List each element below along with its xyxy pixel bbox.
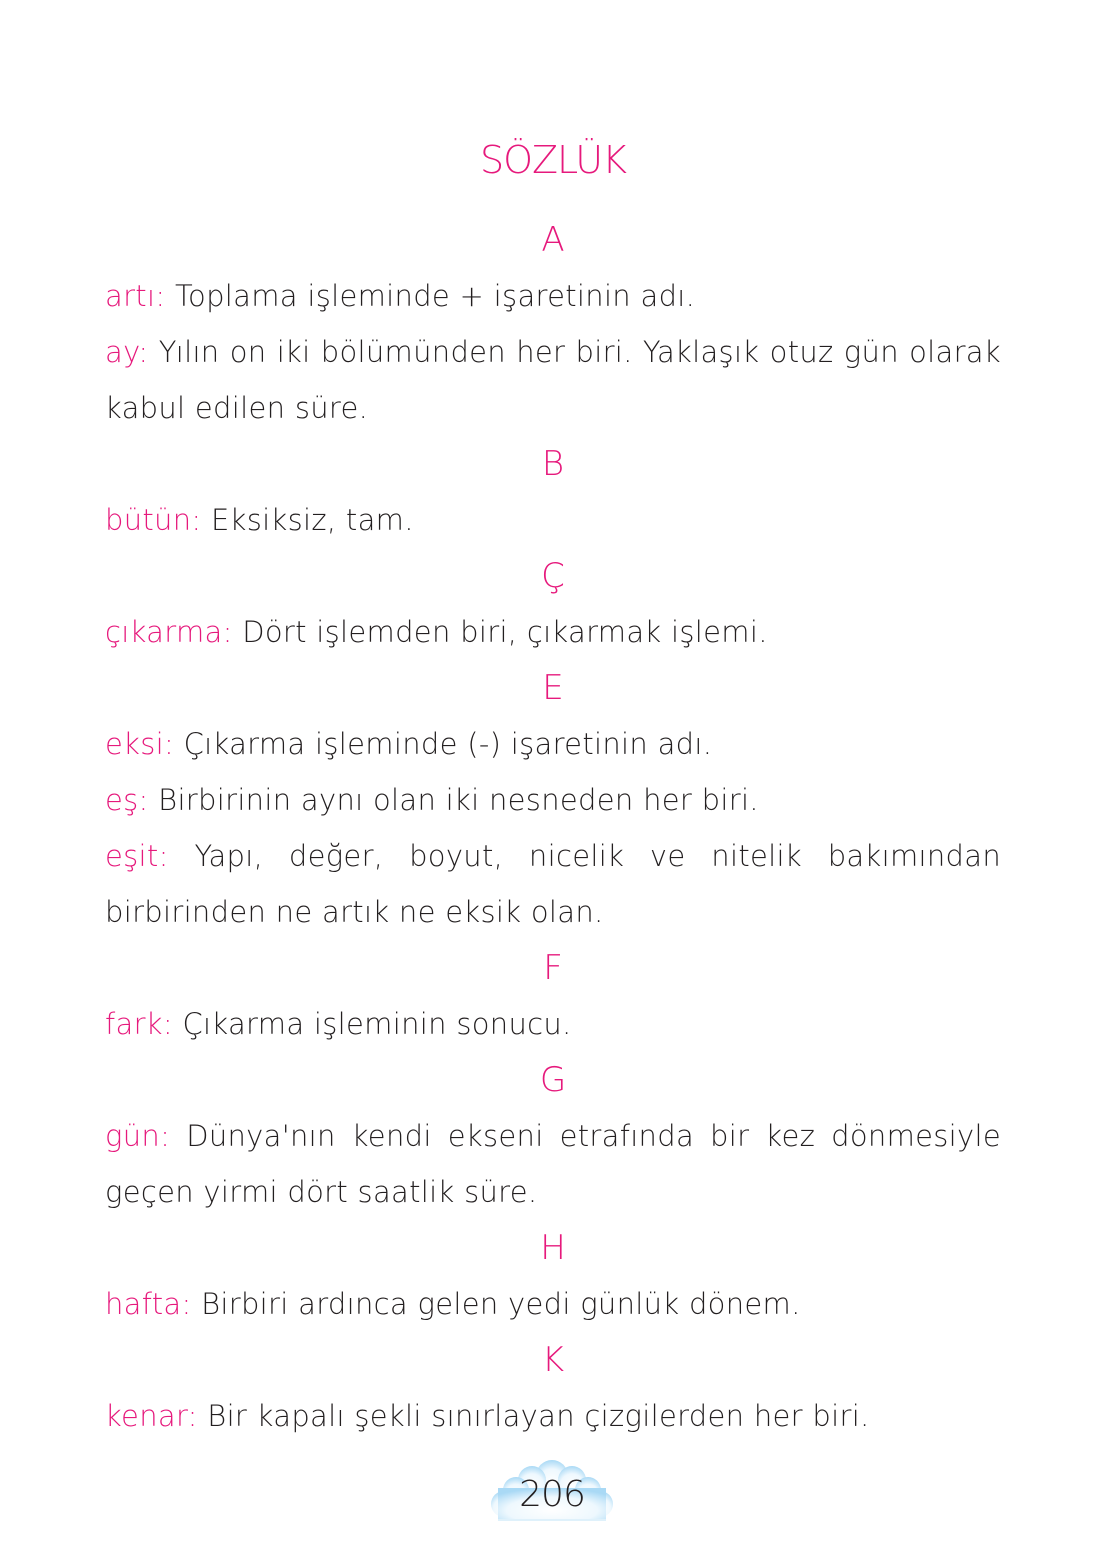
- page-title: SÖZLÜK: [479, 138, 627, 182]
- section-letter-h: H: [540, 1228, 566, 1268]
- entry-definition: Toplama işleminde + işaretinin adı.: [174, 279, 696, 313]
- section-letter-k: K: [541, 1340, 565, 1380]
- dictionary-entry: [105, 324, 1001, 436]
- entry-term: çıkarma:: [105, 615, 233, 649]
- entry-term: artı:: [105, 279, 166, 313]
- section-letter-a: A: [541, 220, 565, 260]
- entry-term: bütün:: [105, 503, 202, 537]
- dictionary-entry: [105, 1108, 1001, 1220]
- entry-term: fark:: [105, 1007, 173, 1041]
- entry-term: kenar:: [105, 1399, 198, 1433]
- entry-definition: Birbirinin aynı olan iki nesneden her biri.: [158, 783, 759, 817]
- section-letter-c-cedilla: Ç: [541, 556, 565, 596]
- dictionary-entry: [105, 996, 1001, 1052]
- page-number: 206: [519, 1474, 585, 1515]
- entry-definition: Dünya'nın kendi ekseni etrafında bir kez dönmesiyle geçen yirmi dört saatlik süre.: [105, 1119, 1001, 1209]
- entry-definition: Birbiri ardınca gelen yedi günlük dönem.: [201, 1287, 801, 1321]
- dictionary-entry: [105, 492, 1001, 548]
- entry-term: eksi:: [105, 727, 175, 761]
- entry-definition: Çıkarma işleminin sonucu.: [182, 1007, 572, 1041]
- dictionary-entry: [105, 828, 1001, 940]
- entry-definition: Bir kapalı şekli sınırlayan çizgilerden her biri.: [207, 1399, 870, 1433]
- dictionary-entry: [105, 1276, 1001, 1332]
- entry-definition: Yapı, değer, boyut, nicelik ve nitelik bakımından birbirinden ne artık ne eksik olan.: [105, 839, 1001, 929]
- dictionary-entry: [105, 1388, 1001, 1444]
- dictionary-entry: [105, 604, 1001, 660]
- section-letter-g: G: [539, 1060, 567, 1100]
- entry-definition: Eksiksiz, tam.: [211, 503, 414, 537]
- entry-definition: Dört işlemden biri, çıkarmak işlemi.: [242, 615, 768, 649]
- section-letter-e: E: [542, 668, 564, 708]
- entry-term: hafta:: [105, 1287, 192, 1321]
- entry-term: eşit:: [105, 839, 169, 873]
- entry-term: eş:: [105, 783, 149, 817]
- dictionary-entry: [105, 716, 1001, 772]
- entry-definition: Çıkarma işleminde (-) işaretinin adı.: [183, 727, 713, 761]
- entry-term: gün:: [105, 1119, 171, 1153]
- page-number-badge: [488, 1458, 616, 1522]
- entry-definition: Yılın on iki bölümünden her biri. Yaklaşık otuz gün olarak kabul edilen süre.: [105, 335, 1001, 425]
- dictionary-entry: [105, 268, 1001, 324]
- dictionary-entry: [105, 772, 1001, 828]
- section-letter-f: F: [543, 948, 563, 988]
- dictionary-content: [105, 212, 1001, 1444]
- section-letter-b: B: [541, 444, 565, 484]
- entry-term: ay:: [105, 335, 149, 369]
